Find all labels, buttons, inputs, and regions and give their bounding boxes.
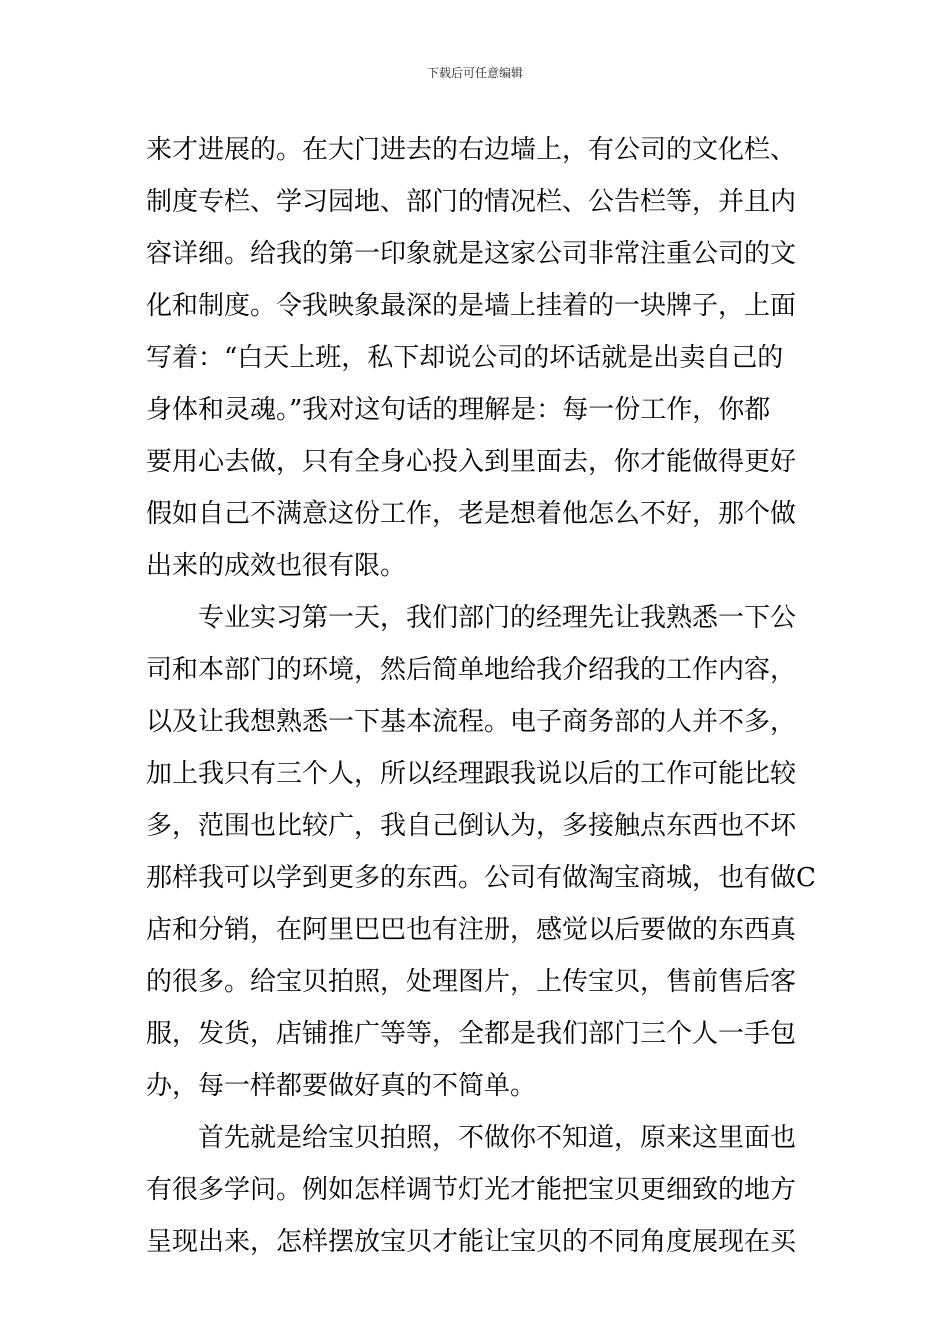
text-line: 制度专栏、学习园地、部门的情况栏、公告栏等，并且内 [146,187,797,217]
paragraph-start-line: 首先就是给宝贝拍照，不做你不知道，原来这里面也 [198,1123,797,1153]
text-line: 化和制度。令我映象最深的是墙上挂着的一块牌子，上面 [146,291,797,321]
text-line: 办，每一样都要做好真的不简单。 [146,1071,537,1101]
text-line: 出来的成效也很有限。 [146,551,407,581]
text-line: 司和本部门的环境，然后简单地给我介绍我的工作内容， [146,655,797,685]
text-line: 店和分销，在阿里巴巴也有注册，感觉以后要做的东西真 [146,915,797,945]
page-header-note: 下载后可任意编辑 [426,66,523,80]
text-line: 加上我只有三个人，所以经理跟我说以后的工作可能比较 [146,759,797,789]
text-line: 服，发货，店铺推广等等，全都是我们部门三个人一手包 [146,1019,797,1049]
text-line: 写着：“白天上班，私下却说公司的坏话就是出卖自己的 [146,343,784,373]
text-line: 身体和灵魂。”我对这句话的理解是：每一份工作，你都 [146,395,771,425]
text-line: 来才进展的。在大门进去的右边墙上，有公司的文化栏、 [146,135,797,165]
text-line: 的很多。给宝贝拍照，处理图片，上传宝贝，售前售后客 [146,967,797,997]
text-line: 容详细。给我的第一印象就是这家公司非常注重公司的文 [146,239,797,269]
text-line: 要用心去做，只有全身心投入到里面去，你才能做得更好 [146,447,797,477]
document-body [146,124,816,1268]
text-line: 以及让我想熟悉一下基本流程。电子商务部的人并不多， [146,707,797,737]
text-line: 有很多学问。例如怎样调节灯光才能把宝贝更细致的地方 [146,1175,797,1205]
text-line: 呈现出来，怎样摆放宝贝才能让宝贝的不同角度展现在买 [146,1227,797,1257]
text-line: 假如自己不满意这份工作，老是想着他怎么不好，那个做 [146,499,797,529]
paragraph-start-line: 专业实习第一天，我们部门的经理先让我熟悉一下公 [198,603,797,633]
text-line: 那样我可以学到更多的东西。公司有做淘宝商城，也有做C [146,863,816,893]
text-line: 多，范围也比较广，我自己倒认为，多接触点东西也不坏 [146,811,797,841]
